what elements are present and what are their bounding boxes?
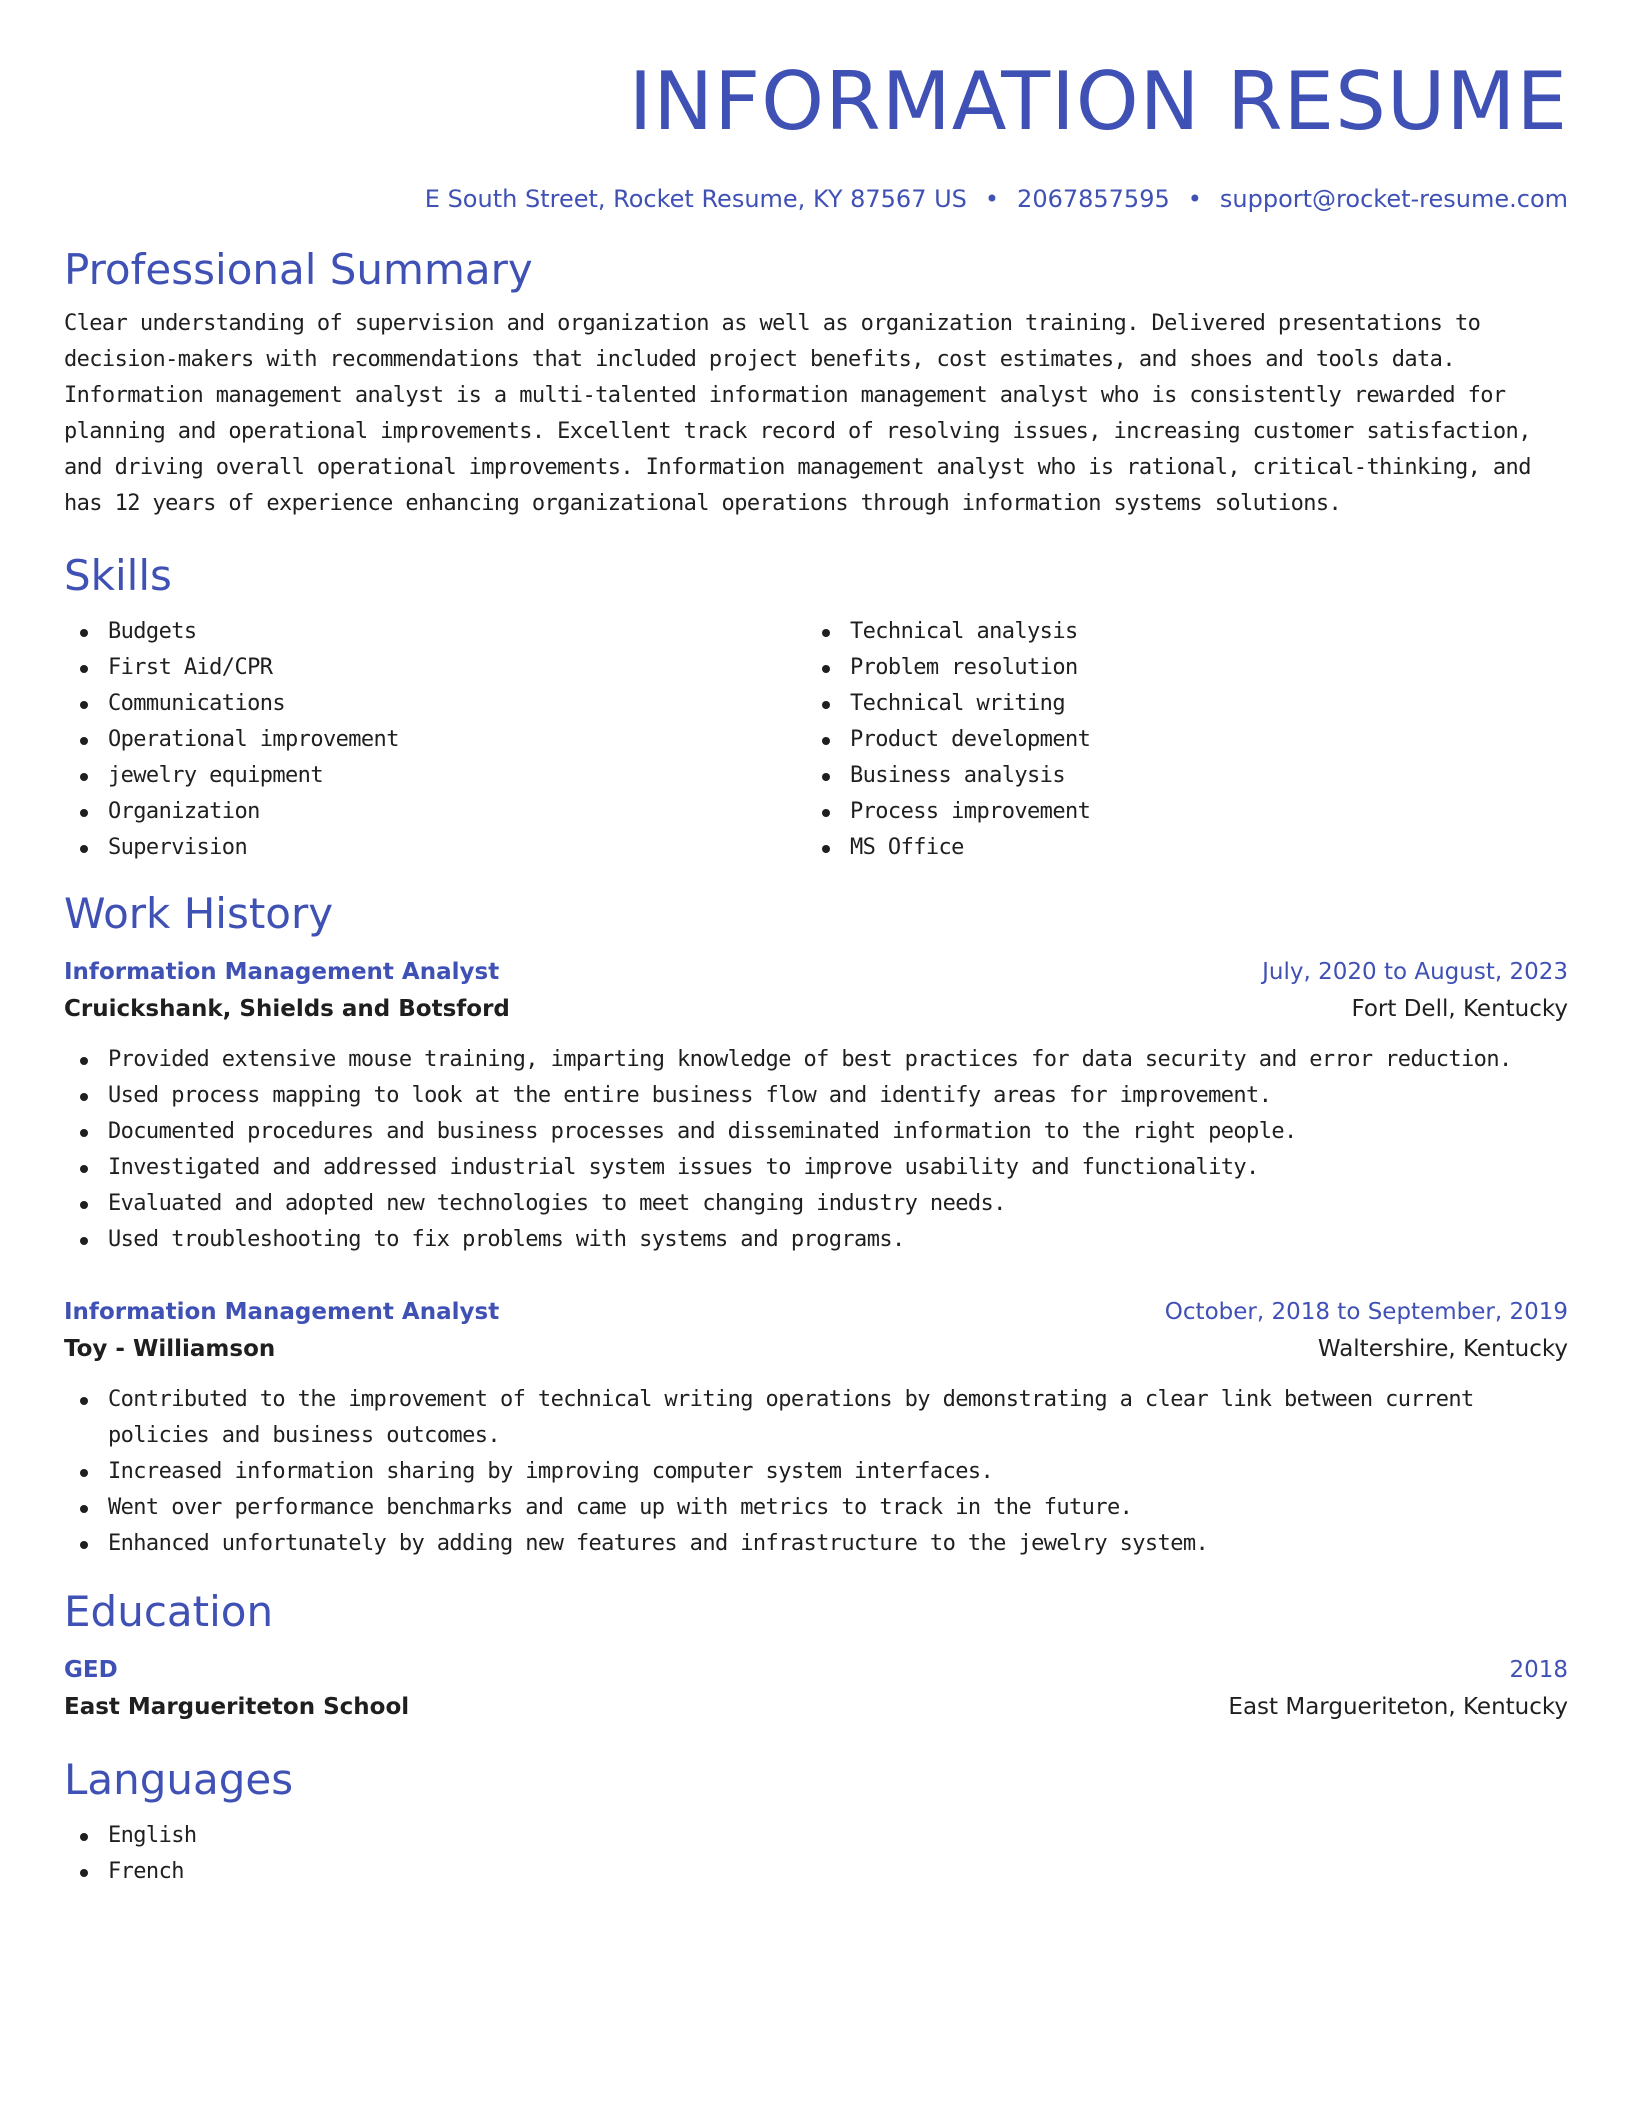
skill-item: Supervision [64,830,806,866]
education-school: East Margueriteton School [64,1694,410,1720]
job-title: Information Management Analyst [64,959,500,985]
languages-list [64,1818,1568,1890]
skill-item: Business analysis [806,758,1548,794]
skills-heading: Skills [64,551,172,600]
job-entry [64,1294,1568,1562]
job-dates: July, 2020 to August, 2023 [1262,959,1568,985]
education-year: 2018 [1509,1657,1568,1683]
skills-columns [64,614,1568,866]
language-item: French [64,1854,1568,1890]
resume-page [64,0,1568,1890]
job-bullet: Investigated and addressed industrial system issues to improve usability and functionality. [64,1150,1568,1186]
skill-item: Technical analysis [806,614,1548,650]
job-bullet: Documented procedures and business processes and disseminated information to the right people. [64,1114,1568,1150]
languages-section [64,1754,1568,1890]
education-location: East Margueriteton, Kentucky [1228,1694,1568,1720]
skill-item: Problem resolution [806,650,1548,686]
resume-title: INFORMATION RESUME [628,55,1568,148]
skill-item: Communications [64,686,806,722]
contact-phone: 2067857595 [1017,185,1170,213]
skill-item: Product development [806,722,1548,758]
summary-section [64,244,1568,522]
education-heading: Education [64,1587,274,1636]
contact-separator: • [984,185,1000,213]
skill-item: Process improvement [806,794,1548,830]
education-degree: GED [64,1657,118,1683]
contact-email: support@rocket-resume.com [1219,185,1568,213]
resume-header [64,0,1568,216]
job-bullet: Increased information sharing by improving computer system interfaces. [64,1454,1568,1490]
job-bullet: Evaluated and adopted new technologies to meet changing industry needs. [64,1186,1568,1222]
skills-column-left [64,614,806,866]
skill-item: Technical writing [806,686,1548,722]
job-title: Information Management Analyst [64,1299,500,1325]
contact-address: E South Street, Rocket Resume, KY 87567 US [424,185,967,213]
contact-line [64,182,1568,216]
job-bullet: Used troubleshooting to fix problems with systems and programs. [64,1222,1568,1258]
summary-text: Clear understanding of supervision and organization as well as organization training. Delivered presentations to decision-makers with recommendations that included project benefits, cost estimates, and shoes and tools data. Information management analyst is a multi-talented information management analyst who is consistently rewarded for planning and operational improvements. Excellent track record of resolving issues, increasing customer satisfaction, and driving overall operational improvements. Information management analyst who is rational, critical-thinking, and has 12 years of experience enhancing organizational operations through information systems solutions. [64,311,1531,516]
skills-section [64,550,1568,866]
job-entry [64,954,1568,1258]
job-dates: October, 2018 to September, 2019 [1164,1299,1568,1325]
job-bullet: Went over performance benchmarks and came up with metrics to track in the future. [64,1490,1568,1526]
job-location: Fort Dell, Kentucky [1351,996,1568,1022]
summary-heading: Professional Summary [64,245,533,294]
skill-item: Organization [64,794,806,830]
skill-item: First Aid/CPR [64,650,806,686]
skill-item: MS Office [806,830,1548,866]
job-company: Cruickshank, Shields and Botsford [64,996,510,1022]
job-bullet: Contributed to the improvement of technical writing operations by demonstrating a clear link between current policies and business outcomes. [64,1382,1568,1454]
work-history-heading: Work History [64,889,334,938]
job-bullet: Enhanced unfortunately by adding new features and infrastructure to the jewelry system. [64,1526,1568,1562]
job-location: Waltershire, Kentucky [1317,1336,1568,1362]
language-item: English [64,1818,1568,1854]
job-company: Toy - Williamson [64,1336,276,1362]
skill-item: jewelry equipment [64,758,806,794]
job-bullets [64,1382,1568,1562]
education-section [64,1586,1568,1726]
job-bullet: Provided extensive mouse training, imparting knowledge of best practices for data security and error reduction. [64,1042,1568,1078]
skill-item: Budgets [64,614,806,650]
education-entry [64,1652,1568,1726]
job-bullet: Used process mapping to look at the entire business flow and identify areas for improvement. [64,1078,1568,1114]
work-history-section [64,888,1568,1562]
languages-heading: Languages [64,1755,294,1804]
skill-item: Operational improvement [64,722,806,758]
job-bullets [64,1042,1568,1258]
skills-column-right [806,614,1548,866]
contact-separator: • [1187,185,1202,213]
